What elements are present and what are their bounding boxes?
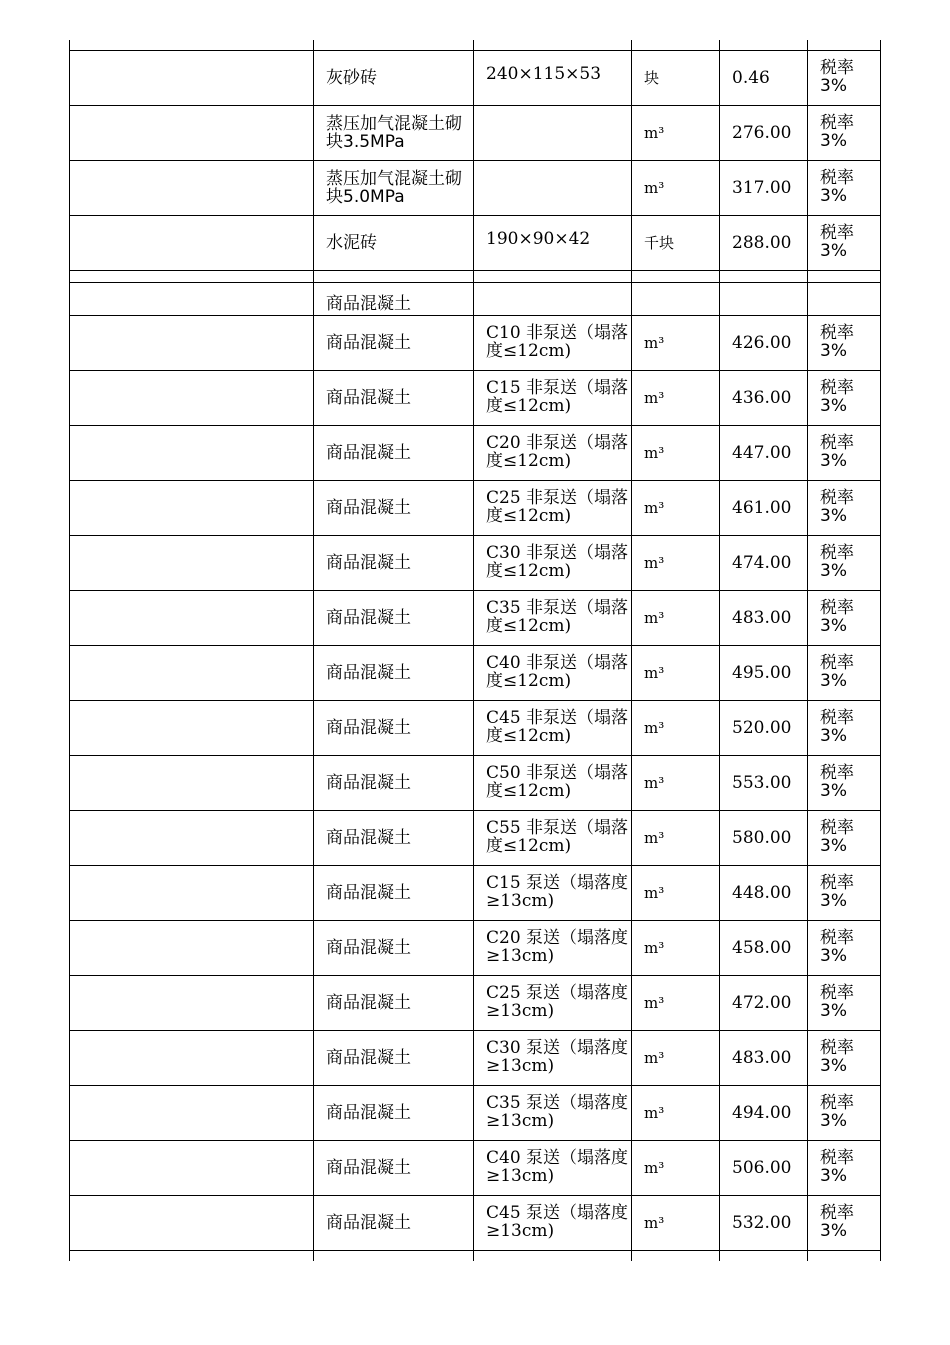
note-cell: 税率3% (808, 921, 881, 976)
note-cell: 税率3% (808, 1086, 881, 1141)
unit-cell: m³ (632, 921, 720, 976)
spacer-row (70, 271, 881, 283)
material-name-cell: 商品混凝土 (314, 701, 474, 756)
material-name-cell: 商品混凝土 (314, 921, 474, 976)
empty-cell (720, 271, 808, 283)
price-cell: 276.00 (720, 106, 808, 161)
material-name-cell: 商品混凝土 (314, 426, 474, 481)
note-cell: 税率3% (808, 1141, 881, 1196)
table-row (70, 316, 881, 371)
price-cell: 580.00 (720, 811, 808, 866)
note-cell: 税率3% (808, 646, 881, 701)
empty-cell (314, 1251, 474, 1262)
category-cell (70, 371, 314, 426)
note-cell: 税率3% (808, 591, 881, 646)
unit-cell: m³ (632, 756, 720, 811)
unit-cell: 块 (632, 51, 720, 106)
spec-cell: C20 泵送（塌落度≥13cm) (474, 921, 632, 976)
spec-cell: C20 非泵送（塌落度≤12cm) (474, 426, 632, 481)
spec-cell: C15 非泵送（塌落度≤12cm) (474, 371, 632, 426)
unit-cell: m³ (632, 1031, 720, 1086)
spec-cell: C40 非泵送（塌落度≤12cm) (474, 646, 632, 701)
table-row (70, 1031, 881, 1086)
price-cell: 494.00 (720, 1086, 808, 1141)
price-table (69, 40, 881, 1261)
material-name-cell: 蒸压加气混凝土砌块5.0MPa (314, 161, 474, 216)
material-name-cell: 商品混凝土 (314, 866, 474, 921)
empty-cell (808, 1251, 881, 1262)
note-cell: 税率3% (808, 811, 881, 866)
material-name-cell: 商品混凝土 (314, 1141, 474, 1196)
empty-cell (632, 283, 720, 316)
unit-cell: m³ (632, 701, 720, 756)
material-name-cell: 商品混凝土 (314, 976, 474, 1031)
unit-cell: m³ (632, 811, 720, 866)
table-row (70, 51, 881, 106)
unit-cell: m³ (632, 976, 720, 1031)
price-cell: 448.00 (720, 866, 808, 921)
spec-cell: C55 非泵送（塌落度≤12cm) (474, 811, 632, 866)
category-cell (70, 1031, 314, 1086)
material-name-cell: 商品混凝土 (314, 371, 474, 426)
note-cell: 税率3% (808, 756, 881, 811)
table-row (70, 866, 881, 921)
note-cell: 税率3% (808, 976, 881, 1031)
price-cell: 483.00 (720, 1031, 808, 1086)
note-cell: 税率3% (808, 216, 881, 271)
table-row (70, 481, 881, 536)
spec-cell: C25 非泵送（塌落度≤12cm) (474, 481, 632, 536)
spec-cell: C10 非泵送（塌落度≤12cm) (474, 316, 632, 371)
price-cell: 532.00 (720, 1196, 808, 1251)
spec-cell: C15 泵送（塌落度≥13cm) (474, 866, 632, 921)
category-cell (70, 283, 314, 316)
spec-cell: C35 非泵送（塌落度≤12cm) (474, 591, 632, 646)
unit-cell: m³ (632, 866, 720, 921)
category-cell (70, 161, 314, 216)
note-cell: 税率3% (808, 161, 881, 216)
price-cell: 483.00 (720, 591, 808, 646)
unit-cell: m³ (632, 426, 720, 481)
category-cell (70, 921, 314, 976)
material-name-cell: 商品混凝土 (314, 1031, 474, 1086)
category-cell (70, 591, 314, 646)
price-cell: 520.00 (720, 701, 808, 756)
category-cell (70, 51, 314, 106)
table-row (70, 701, 881, 756)
material-name-cell: 商品混凝土 (314, 591, 474, 646)
table-row (70, 591, 881, 646)
spec-cell: C25 泵送（塌落度≥13cm) (474, 976, 632, 1031)
spec-cell: C50 非泵送（塌落度≤12cm) (474, 756, 632, 811)
empty-cell (720, 1251, 808, 1262)
unit-cell: m³ (632, 161, 720, 216)
category-cell (70, 811, 314, 866)
unit-cell: m³ (632, 481, 720, 536)
empty-cell (632, 271, 720, 283)
table-row (70, 1086, 881, 1141)
note-cell: 税率3% (808, 536, 881, 591)
note-cell: 税率3% (808, 481, 881, 536)
section-header-row (70, 283, 881, 316)
empty-cell (70, 1251, 314, 1262)
table-row (70, 811, 881, 866)
note-cell: 税率3% (808, 51, 881, 106)
price-cell: 447.00 (720, 426, 808, 481)
material-name-cell: 商品混凝土 (314, 536, 474, 591)
spec-cell: C30 非泵送（塌落度≤12cm) (474, 536, 632, 591)
category-cell (70, 1141, 314, 1196)
table-body (70, 40, 881, 1261)
note-cell: 税率3% (808, 371, 881, 426)
table-row (70, 921, 881, 976)
category-cell (70, 646, 314, 701)
unit-cell: m³ (632, 591, 720, 646)
unit-cell: m³ (632, 371, 720, 426)
spec-cell: 190×90×42 (474, 216, 632, 271)
note-cell: 税率3% (808, 866, 881, 921)
table-row (70, 426, 881, 481)
unit-cell: m³ (632, 646, 720, 701)
category-cell (70, 866, 314, 921)
table-row (70, 536, 881, 591)
price-cell: 472.00 (720, 976, 808, 1031)
price-cell: 426.00 (720, 316, 808, 371)
spec-cell (474, 106, 632, 161)
category-cell (70, 481, 314, 536)
table-row (70, 161, 881, 216)
price-cell: 506.00 (720, 1141, 808, 1196)
empty-cell (808, 283, 881, 316)
empty-cell (808, 271, 881, 283)
unit-cell: m³ (632, 1196, 720, 1251)
spec-cell: C35 泵送（塌落度≥13cm) (474, 1086, 632, 1141)
empty-cell (474, 283, 632, 316)
category-cell (70, 701, 314, 756)
table-row (70, 216, 881, 271)
unit-cell: m³ (632, 536, 720, 591)
note-cell: 税率3% (808, 316, 881, 371)
category-cell (70, 106, 314, 161)
unit-cell: m³ (632, 106, 720, 161)
spec-cell: 240×115×53 (474, 51, 632, 106)
empty-cell (720, 283, 808, 316)
material-name-cell: 商品混凝土 (314, 756, 474, 811)
material-name-cell: 水泥砖 (314, 216, 474, 271)
spec-cell: C40 泵送（塌落度≥13cm) (474, 1141, 632, 1196)
price-cell: 0.46 (720, 51, 808, 106)
unit-cell: m³ (632, 1086, 720, 1141)
category-cell (70, 756, 314, 811)
table-bottom-edge-row (70, 1251, 881, 1262)
spec-cell: C45 泵送（塌落度≥13cm) (474, 1196, 632, 1251)
material-name-cell: 商品混凝土 (314, 481, 474, 536)
table-row (70, 756, 881, 811)
table-row (70, 976, 881, 1031)
price-cell: 436.00 (720, 371, 808, 426)
category-cell (70, 1086, 314, 1141)
table-top-edge-row (70, 40, 881, 51)
unit-cell: m³ (632, 1141, 720, 1196)
category-cell (70, 426, 314, 481)
empty-cell (474, 1251, 632, 1262)
table-row (70, 371, 881, 426)
section-title: 商品混凝土 (314, 283, 474, 316)
table-row (70, 1196, 881, 1251)
material-name-cell: 商品混凝土 (314, 811, 474, 866)
table-row (70, 1141, 881, 1196)
note-cell: 税率3% (808, 1031, 881, 1086)
material-price-table (69, 40, 881, 1261)
spec-cell: C45 非泵送（塌落度≤12cm) (474, 701, 632, 756)
material-name-cell: 商品混凝土 (314, 646, 474, 701)
material-name-cell: 商品混凝土 (314, 1086, 474, 1141)
empty-cell (70, 271, 314, 283)
table-row (70, 646, 881, 701)
price-cell: 553.00 (720, 756, 808, 811)
category-cell (70, 1196, 314, 1251)
unit-cell: 千块 (632, 216, 720, 271)
note-cell: 税率3% (808, 106, 881, 161)
category-cell (70, 316, 314, 371)
spec-cell (474, 161, 632, 216)
material-name-cell: 蒸压加气混凝土砌块3.5MPa (314, 106, 474, 161)
note-cell: 税率3% (808, 1196, 881, 1251)
category-cell (70, 976, 314, 1031)
note-cell: 税率3% (808, 701, 881, 756)
material-name-cell: 商品混凝土 (314, 316, 474, 371)
price-cell: 458.00 (720, 921, 808, 976)
spec-cell: C30 泵送（塌落度≥13cm) (474, 1031, 632, 1086)
material-name-cell: 灰砂砖 (314, 51, 474, 106)
note-cell: 税率3% (808, 426, 881, 481)
unit-cell: m³ (632, 316, 720, 371)
price-cell: 495.00 (720, 646, 808, 701)
price-cell: 461.00 (720, 481, 808, 536)
category-cell (70, 216, 314, 271)
price-cell: 474.00 (720, 536, 808, 591)
table-row (70, 106, 881, 161)
empty-cell (474, 271, 632, 283)
empty-cell (314, 271, 474, 283)
price-cell: 317.00 (720, 161, 808, 216)
price-cell: 288.00 (720, 216, 808, 271)
empty-cell (632, 1251, 720, 1262)
material-name-cell: 商品混凝土 (314, 1196, 474, 1251)
category-cell (70, 536, 314, 591)
